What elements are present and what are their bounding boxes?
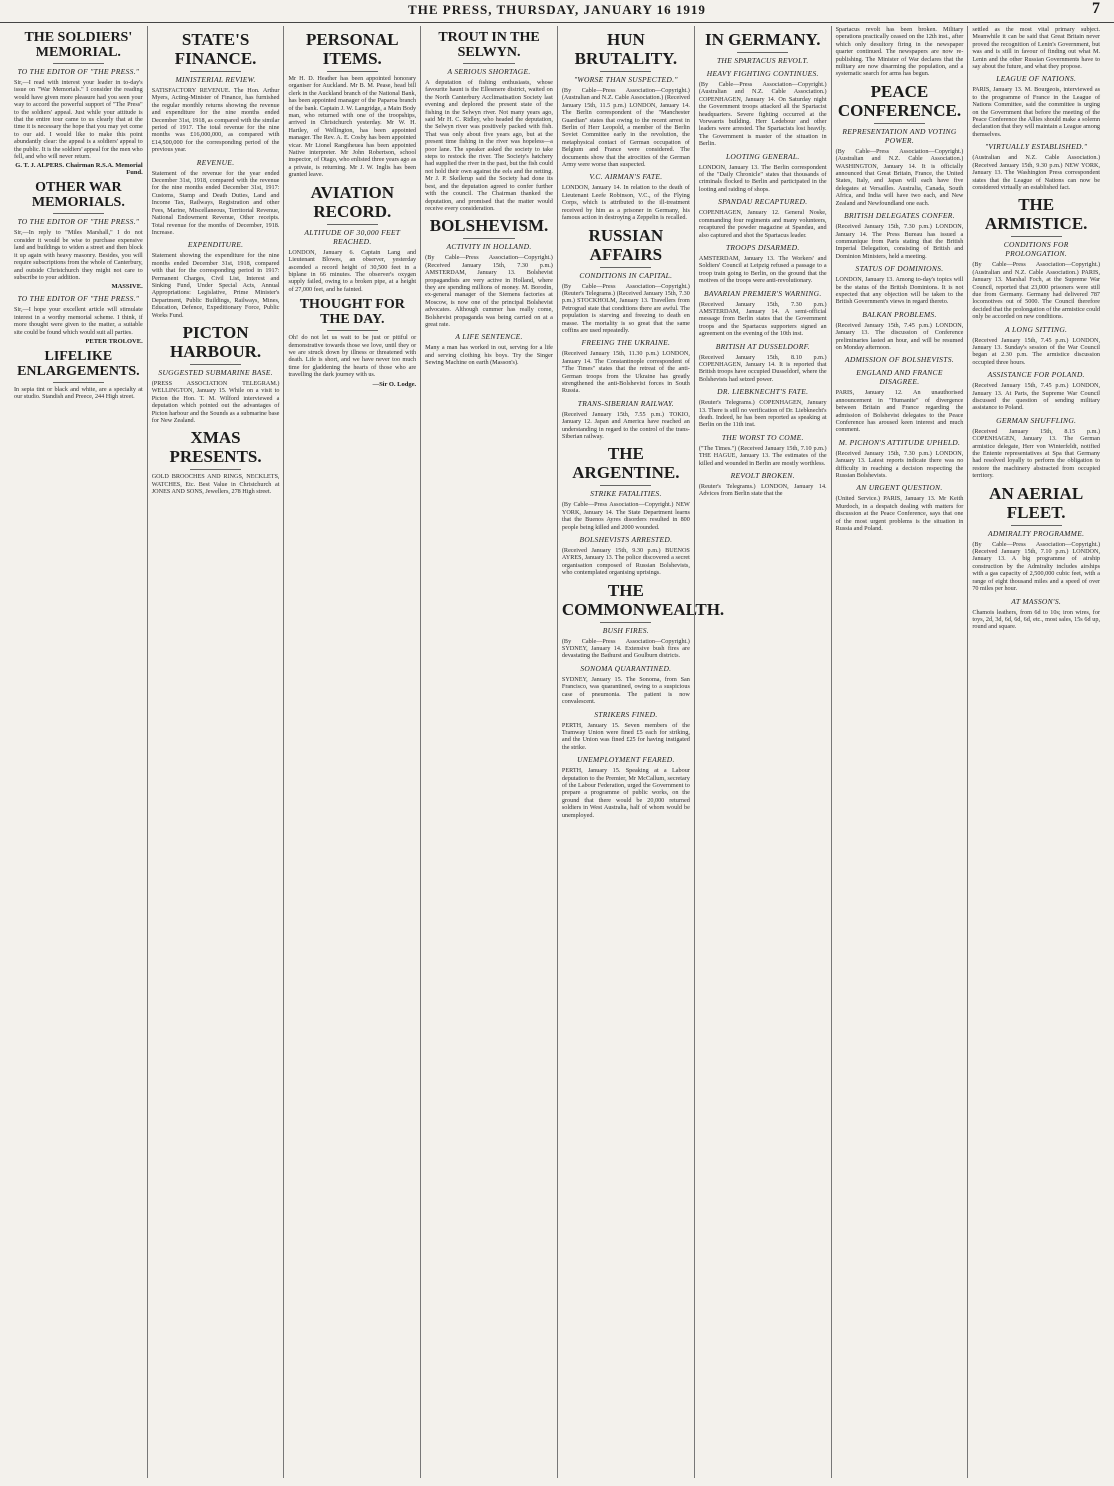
article xyxy=(836,483,964,532)
article xyxy=(152,158,280,237)
article-subheading: HEAVY FIGHTING CONTINUES. xyxy=(706,69,819,78)
column-4 xyxy=(420,26,557,1478)
article-body: LONDON, January 14. In relation to the death of Lieutenant Leefe Robinson, V.C., of the Flying Corps, which is attributed to the ill-treatment received by him as a prisoner in Germany, his famous action in destroying a Zeppelin is recalled. xyxy=(561,184,690,222)
article-body: (Received January 15th, 7.45 p.m.) LONDON, January 13. At Paris, the Supreme War Council discussed the question of sending military assistance to Poland. xyxy=(972,382,1101,412)
headline-rule xyxy=(53,63,104,64)
article-headline: BOLSHEVISM. xyxy=(429,216,549,236)
article xyxy=(972,74,1100,138)
article-headline: PERSONAL ITEMS. xyxy=(306,30,399,68)
article-subheading: AT MASSON'S. xyxy=(1011,596,1062,606)
article-headline: OTHER WAR MEMORIALS. xyxy=(31,180,125,211)
article xyxy=(972,597,1100,631)
article-subheading: BRITISH AT DUSSELDORF. xyxy=(715,341,810,351)
article-body: (By Cable—Press Association—Copyright.) (Australian and N.Z. Cable Association.) WASHINGTON, January 14. It is officially announced that Great Britain, France, the United States, Italy, and Japan will each have five delegates at Versailles. Australia, Canada, South Africa, and India will have two each, and New Zealand and Newfoundland one each. xyxy=(835,147,964,207)
article-body: (Received January 15th, 9.30 p.m.) BUENOS AYRES, January 13. The police discovered a secret organisation composed of Russian Bolshevists, who contemplated organising uprisings. xyxy=(561,547,690,577)
article-body: GOLD BROOCHES AND RINGS, NECKLETS, WATCHES, Etc. Best Value in Christchurch at JONES AND SONS, Jewellers, 278 High street. xyxy=(151,473,280,496)
article-body: (Received January 15th, 7.30 p.m.) LONDON, January 13. Latest reports indicate there was no difficulty in reaching a decision respecting the Russian Bolshevists. xyxy=(835,449,964,480)
article xyxy=(152,428,280,495)
article-subheading: LOOTING GENERAL. xyxy=(725,151,800,161)
article-body: PARIS, January 13. M. Bourgeois, interviewed as to the programme of France in the League of Nations Committee, said the committee is urging on the Government that before the meeting of the Peace Conference the Allies should make a solemn declaration that they will maintain a League among themselves. xyxy=(972,86,1101,138)
article xyxy=(972,416,1100,480)
column-8 xyxy=(967,26,1104,1478)
article-body: (Reuter's Telegrams.) LONDON, January 14. Advices from Berlin state that the xyxy=(698,483,827,498)
article-subheading: REVENUE. xyxy=(196,157,235,167)
article-body: SYDNEY, January 15. The Sonoma, from San Francisco, was quarantined, owing to a suspicious case of pneumonia. The patient is now convalescent. xyxy=(561,675,690,706)
article-subheading: ALTITUDE OF 30,000 FEET REACHED. xyxy=(304,227,401,246)
headline-rule xyxy=(600,622,651,623)
article-subheading: STRIKERS FINED. xyxy=(594,709,658,719)
article-body: Statement of the revenue for the year ended December 31st, 1918, compared with the revenue for the nine months ended December 31st, 1917: Customs, Stamp and Death Duties, Land and Income Tax, Railways, Registration and other Fees, Marine, Miscellaneous, Territorial Revenue, National Endowment Revenue, Other receipts. Total revenue for the months of December, 1918. Increase. xyxy=(151,169,280,236)
article-body: (Received January 15th, 11.30 p.m.) LONDON, January 14. The Constantinople correspondent of "The Times" states that the retreat of the anti-German troops from the Ukraine has greatly strengthened the anti-Bolshevist forces in South Russia. xyxy=(561,350,690,395)
article-body: PERTH, January 15. Seven members of the Tramway Union were fined £5 each for striking, and the Union was fined £25 for having instigated the strike. xyxy=(561,721,690,751)
article-signature: G. T. J. ALPERS. Chairman R.S.A. Memorial Fund. xyxy=(15,162,143,177)
article-body: (Received January 15th, 8.10 p.m.) COPENHAGEN, January 14. It is reported that British troops have occupied Dusseldorf, where the Bolshevists had seized power. xyxy=(698,353,827,383)
article xyxy=(972,195,1100,320)
article xyxy=(152,30,280,154)
article-body: PERTH, January 15. Speaking at a Labour deputation to the Premier, Mr McCallum, secretary of the Labour Federation, urged the Government to prepare a programme of public works, on the ground that there would be 20,000 returned soldiers in West Australia, half of whom would be unemployed. xyxy=(561,767,690,819)
article-body: (Received January 15th, 7.45 p.m.) LONDON, January 13. Sunday's session of the War Council began at 2.30 p.m. The armistice discussion occupied three hours. xyxy=(972,336,1101,366)
headline-rule xyxy=(53,382,104,383)
article-body: (Received January 15th, 7.30 p.m.) AMSTERDAM, January 14. A semi-official message from Berlin states that the Government troops and the Spartacus supporters signed an agreement on the evening of the 10th inst. xyxy=(698,300,827,338)
article xyxy=(288,297,416,387)
column-6 xyxy=(694,26,831,1478)
article-headline: THE SOLDIERS' MEMORIAL. xyxy=(24,30,133,60)
article-subheading: A LIFE SENTENCE. xyxy=(455,332,523,342)
article-subheading: UNEMPLOYMENT FEARED. xyxy=(577,755,675,765)
headline-rule xyxy=(190,469,241,470)
article xyxy=(288,183,416,293)
headline-rule xyxy=(327,71,378,72)
article-subheading: BOLSHEVISTS ARRESTED. xyxy=(579,535,673,545)
article-subheading: SONOMA QUARANTINED. xyxy=(580,663,672,673)
article-subheading: SPANDAU RECAPTURED. xyxy=(718,197,808,207)
article-body: (Received January 15th, 7.45 p.m.) LONDON, January 13. The discussion of Conference preliminaries lasted an hour, and will be resumed on Monday afternoon. xyxy=(835,321,964,351)
headline-rule xyxy=(1011,525,1062,526)
headline-rule xyxy=(600,71,651,72)
article-subheading: BALKAN PROBLEMS. xyxy=(862,309,937,319)
headline-rule xyxy=(53,213,104,214)
article-headline: RUSSIAN AFFAIRS xyxy=(588,225,664,264)
article-headline: HUN BRUTALITY. xyxy=(574,30,678,68)
article-subheading: A LONG SITTING. xyxy=(1005,324,1068,334)
article-body: (By Cable—Press Association—Copyright.) (Australian and N.Z. Cable Association.) PARIS, January 13. Marshal Foch, at the Supreme War Council, reported that 23,000 prisoners were still due from Germany. Germany had delivered 787 locomotives out of 5000. The Council therefore decided that the prolongation of the armistice could only be accorded on new conditions. xyxy=(972,261,1101,321)
article-body: (By Cable—Press Association—Copyright.) SYDNEY, January 14. Extensive bush fires are devastating the Bathurst and Goulburn districts. xyxy=(561,637,690,660)
article-body: Oh! do not let us wait to be just or pitiful or demonstrative towards those we love, until they or we are struck down by illness or threatened with death. Life is short, and we have never too much time for gladdening the hearts of those who are travelling the dark journey with us. xyxy=(288,334,417,379)
article-body: Sir,—I hope your excellent article will stimulate interest in a worthy memorial scheme. I think, if more thought were given to the matter, a suitable site could be found which would suit all parties. xyxy=(14,306,143,336)
column-1 xyxy=(10,26,147,1478)
article-subheading: "WORSE THAN SUSPECTED." xyxy=(573,75,678,84)
article-body: Spartacus revolt has been broken. Military operations practically ceased on the 12th inst., after which only desultory firing in the newspaper quarter continued. The newspapers are now re-publishing. The Minister of War declares that the military are now disarming the population, and a systematic search for arms has begun. xyxy=(835,26,964,78)
article xyxy=(14,30,143,176)
article xyxy=(836,355,964,364)
article-body: A deputation of fishing enthusiasts, whose favourite haunt is the Ellesmere district, waited on the North Canterbury Acclimatisation Society last evening and deplored the present state of the fishing in the Selwyn river. Not many years ago, said Mr H. C. Ridley, who headed the deputation, the Selwyn river was positively packed with fish. That was only about five years ago, but at the present time fishing in the river was hopeless—a poor lane. The speaker asked the society to take steps to restock the river. The Society's hatchery had supplied the river in the past, but the fish could not hold their own against the eels and the netting. Mr J. P. Skellerup said the Society had done its best, and the deputation agreed to confer further with the council. The Chairman thanked the deputation, and promised that the matter would receive every consideration. xyxy=(425,79,553,212)
article-subheading: ASSISTANCE FOR POLAND. xyxy=(987,370,1085,380)
article-body: SATISFACTORY REVENUE. The Hon. Arthur Myers, Acting-Minister of Finance, has furnished the regular monthly returns showing the revenue and expenditure for the nine months ended December 31st, 1918, as compared with the similar period of 1917. The total revenue for the nine months was £16,000,000, as compared with £14,500,000 for the corresponding period of the previous year. xyxy=(151,87,280,154)
article-headline: AVIATION RECORD. xyxy=(310,182,395,221)
article-body: LONDON, January 13. The Berlin correspondent of the "Daily Chronicle" states that thousands of criminals flocked to Berlin and participated in the looting and raiding of shops. xyxy=(698,163,827,193)
article-subheading: "VIRTUALLY ESTABLISHED." xyxy=(984,142,1088,152)
article xyxy=(288,30,416,179)
article-subheading: REVOLT BROKEN. xyxy=(730,471,795,481)
article xyxy=(699,289,827,338)
article xyxy=(562,710,690,752)
article-body: (United Service.) PARIS, January 13. Mr Keith Murdoch, in a despatch dealing with matters for discussion at the Peace Conference, says that one of the most urgent problems is the situation in Russia and Poland. xyxy=(835,495,964,533)
article-subheading: V.C. AIRMAN'S FATE. xyxy=(589,172,663,182)
article-headline: XMAS PRESENTS. xyxy=(169,428,262,467)
article xyxy=(836,26,964,78)
headline-rule xyxy=(1011,236,1062,237)
article-body: (Received January 15th, 7.55 p.m.) TOKIO, January 12. Japan and America have reached an understanding in regard to the control of the trans-Siberian railway. xyxy=(561,410,690,440)
article xyxy=(562,755,690,819)
headline-rule xyxy=(463,63,514,64)
article-subheading: THE WORST TO COME. xyxy=(721,432,804,442)
article-body: (By Cable—Press Association—Copyright.) (Reuter's Telegrams.) (Received January 15th, 7.30 p.m.) STOCKHOLM, January 13. Travellers from Petrograd state that conditions there are awful. The population is starving and freezing to death en masse. The mortality is so great that the same coffins are used repeatedly. xyxy=(561,282,690,334)
headline-rule xyxy=(600,485,651,486)
article xyxy=(14,180,143,290)
article-body: COPENHAGEN, January 12. General Noske, commanding four regiments and many volunteers, recaptured the powder magazine at Spandau, and also captured and shot the Spartacus leader. xyxy=(698,209,827,239)
article-body: (Received January 15th, 8.15 p.m.) COPENHAGEN, January 13. The German armistice delegate, Herr von Winterfeldt, notified the Entente representatives at Spa that Germany had resolved loyally to perform the obligation to restore the machinery abstracted from occupied territory. xyxy=(972,427,1101,480)
column-7 xyxy=(831,26,968,1478)
article-headline: PICTON HARBOUR. xyxy=(170,322,262,361)
article xyxy=(561,580,725,660)
article xyxy=(152,323,280,424)
article-subheading: TO THE EDITOR OF "THE PRESS." xyxy=(17,294,140,304)
article xyxy=(562,399,690,441)
newspaper-columns xyxy=(10,26,1104,1478)
newspaper-title: THE PRESS, THURSDAY, JANUARY 16 1919 xyxy=(408,2,706,17)
column-3 xyxy=(283,26,420,1478)
article-headline: THE COMMONWEALTH. xyxy=(561,580,725,619)
article-subheading: GERMAN SHUFFLING. xyxy=(996,415,1077,425)
article-body: In sepia tint or black and white, are a specialty at our studio. Standish and Preece, 244 High street. xyxy=(14,385,143,401)
headline-rule xyxy=(327,224,378,225)
article xyxy=(972,370,1100,412)
article-headline: THOUGHT FOR THE DAY. xyxy=(299,297,405,328)
article xyxy=(836,82,964,207)
article-body: LONDON, January 6. Captain Lang and Lieutenant Blowes, an observer, yesterday ascended a record height of 30,500 feet in a biplane in 66 minutes. The observer's oxygen supply failed, owing to a broken pipe, at a height of 27,000 feet, and he fainted. xyxy=(288,248,417,293)
article xyxy=(699,69,827,148)
article-body: settled as the most vital primary subject. Meanwhile it can be said that Great Britain never proved the recognition of Lenin's Government, but was and is still in favour of finding out what M. Lenin and the other Russian Governments have to say about the future, and what they propose. xyxy=(972,26,1101,71)
article-headline: TROUT IN THE SELWYN. xyxy=(438,30,540,60)
page-number: 7 xyxy=(1092,0,1100,17)
article-subheading: BUSH FIRES. xyxy=(602,625,649,635)
article xyxy=(972,26,1100,70)
article xyxy=(14,294,143,345)
article-subheading: REPRESENTATION AND VOTING POWER. xyxy=(842,126,957,145)
article xyxy=(152,240,280,319)
article-subheading: TO THE EDITOR OF "THE PRESS." xyxy=(17,67,140,76)
article-body: (By Cable—Press Association—Copyright.) NEW YORK, January 14. The State Department learns that the Buenos Ayres disorders resulted in 800 people being killed and 2000 wounded. xyxy=(561,501,690,531)
article-headline: THE ARMISTICE. xyxy=(984,195,1088,234)
article xyxy=(972,484,1100,593)
article-body: (By Cable—Press Association—Copyright.) (Received January 15th, 7.10 p.m.) LONDON, January 13. A big programme of airship construction by the Admiralty includes airships with a gas capacity of 2,500,000 cubic feet, with a range of eight thousand miles and a speed of over 70 miles per hour. xyxy=(972,540,1101,593)
article-subheading: A SERIOUS SHORTAGE. xyxy=(447,67,531,76)
article xyxy=(562,172,690,221)
article-subheading: CONDITIONS IN CAPITAL. xyxy=(579,270,673,280)
article xyxy=(562,30,690,168)
article xyxy=(562,444,690,531)
article-headline: STATE'S FINANCE. xyxy=(174,30,257,68)
article-subheading: DR. LIEBKNECHT'S FATE. xyxy=(717,387,809,397)
article-body: Sir,—I read with interest your leader in to-day's issue on "War Memorials." I consider the reading would have given more pleasure had you seen your way to accord the powerful support of "The Press" to the soldiers' appeal. Just while your attitude is that the entire tour came to us clearly that at the time it is necessary the hope that you may yet come to our aid. I would like to make this point abundantly clear: the appeal is a soldiers' appeal to the public. It is the soldiers' appeal for the men who fell, and who will never return. xyxy=(14,79,143,161)
article-headline: PEACE CONFERENCE. xyxy=(837,81,962,120)
article-subheading: TO THE EDITOR OF "THE PRESS." xyxy=(17,217,140,227)
article-body: (Reuter's Telegrams.) COPENHAGEN, January 13. There is still no verification of Dr. Liebknecht's death. Indeed, he has been reported as speaking at Berlin on the 11th inst. xyxy=(698,399,827,429)
article-body: AMSTERDAM, January 13. The Workers' and Soldiers' Council at Leipzig refused a passage to a troop train going to Berlin, on the ground that the motives of the troops were anti-revolutionary. xyxy=(698,254,827,285)
article xyxy=(425,30,553,212)
article-subheading: STATUS OF DOMINIONS. xyxy=(855,264,944,274)
article xyxy=(972,142,1100,191)
article-subheading: EXPENDITURE. xyxy=(187,240,244,250)
article-subheading: BRITISH DELEGATES CONFER. xyxy=(844,211,955,221)
article-body: Chamois leathers, from 6d to 10s; iron wires, for toys, 2d, 3d, 6d, 6d, 6d, etc., most sales, 15s 6d up, round and square. xyxy=(972,608,1101,631)
column-2 xyxy=(147,26,284,1478)
article xyxy=(562,338,690,394)
article xyxy=(425,332,553,366)
article-subheading: FREEING THE UKRAINE. xyxy=(581,338,671,348)
article xyxy=(836,438,964,480)
article-subheading: TROOPS DISARMED. xyxy=(725,242,800,252)
article xyxy=(836,368,964,433)
headline-rule xyxy=(600,267,651,268)
article-signature: MASSIVE. xyxy=(111,283,143,291)
headline-rule xyxy=(463,238,514,239)
article-body: Many a man has worked in out, serving for a life and serving clothing his boys. Try the Singer Sewing Machine on earth (Masson's). xyxy=(425,344,553,367)
masthead xyxy=(0,0,1114,23)
article-signature: PETER TROLOVE. xyxy=(85,337,143,345)
article-body: (Received January 15th, 7.30 p.m.) LONDON, January 14. The Press Bureau has issued a communique from Paris stating that the British Imperial Delegation, consisting of British and Dominion Ministers, held a meeting. xyxy=(835,223,964,260)
headline-rule xyxy=(190,71,241,72)
article xyxy=(699,197,827,239)
article-subheading: LEAGUE OF NATIONS. xyxy=(996,74,1077,84)
article xyxy=(562,535,690,577)
article xyxy=(972,325,1100,367)
article xyxy=(699,342,827,384)
article xyxy=(699,387,827,429)
article-subheading: THE SPARTACUS REVOLT. xyxy=(716,56,809,65)
article-headline: LIFELIKE ENLARGEMENTS. xyxy=(17,348,140,379)
article xyxy=(562,664,690,706)
article xyxy=(836,211,964,260)
column-5 xyxy=(557,26,725,1478)
article-subheading: ADMISSION OF BOLSHEVISTS. xyxy=(844,355,954,365)
article-subheading: ADMIRALTY PROGRAMME. xyxy=(988,528,1085,538)
article xyxy=(425,216,553,328)
article-subheading: TRANS-SIBERIAN RAILWAY. xyxy=(577,398,674,408)
article xyxy=(699,471,827,498)
headline-rule xyxy=(737,52,788,53)
article-subheading: MINISTERIAL REVIEW. xyxy=(175,75,256,84)
article-body: Mr H. D. Heather has been appointed honorary organiser for Auckland. Mr B. M. Pease, head bill clerk in the Auckland branch of the National Bank, has been appointed manager of the Paparoa branch of the bank. Captain J. W. Langridge, a Main Body man, who returned with one of the troopships, arrived in Christchurch yesterday. Mr W. H. Hartley, of Wellington, has been appointed manager. The Rev. A. E. Cosby has been appointed vicar. Mr Lionel Rangiheuea has been appointed Native interpreter. Mr John Robertson, school inspector, of Otago, who enlisted three years ago as a private, is returning. Mr J. W. Inglis has been granted leave. xyxy=(288,75,417,179)
article-subheading: SUGGESTED SUBMARINE BASE. xyxy=(158,367,273,377)
article-subheading: ENGLAND AND FRANCE DISAGREE. xyxy=(856,368,943,387)
article-body: ("The Times.") (Received January 15th, 7.10 p.m.) THE HAGUE, January 13. The estimates of the killed and wounded in Berlin are mostly worthless. xyxy=(698,444,827,467)
article-body: (By Cable—Press Association—Copyright.) (Australian and N.Z. Cable Association.) COPENHAGEN, January 14. On Saturday night the Government troops attacked all the Spartacist headquarters. Severe fighting occurred at the Vorwaerts building. Herr Ledebour and other leaders were arrested. The Spartacists lost heavily. The Government is master of the situation in Berlin. xyxy=(698,81,827,148)
headline-rule xyxy=(874,123,925,124)
article xyxy=(836,264,964,306)
article-subheading: M. PICHON'S ATTITUDE UPHELD. xyxy=(838,437,961,447)
headline-rule xyxy=(190,364,241,365)
article-signature: —Sir O. Lodge. xyxy=(372,380,417,388)
article xyxy=(699,243,827,285)
article-subheading: BAVARIAN PREMIER'S WARNING. xyxy=(703,288,822,298)
article-subheading: ACTIVITY IN HOLLAND. xyxy=(446,242,532,252)
article-headline: AN AERIAL FLEET. xyxy=(989,483,1084,522)
article-body: (By Cable—Press Association—Copyright.) (Received January 15th, 7.30 p.m.) AMSTERDAM, January 13. Bolshevist propagandists are very active in Holland, where they are spending millions of money. M. Borodin, ex-general manager of the Siemens factories at Moscow, is now one of the principal Bolshevist advocates. Although cummer has really come, Bolshevist propaganda was being carried on at a great rate. xyxy=(425,254,553,328)
article-body: PARIS, January 12. An unauthorised announcement in "Humanite" of divergence between Britain and France regarding the admission of Bolshevist delegates to the Peace Conference has aroused keen interest and much comment. xyxy=(835,389,964,434)
article xyxy=(836,310,964,352)
article xyxy=(562,226,690,335)
article-body: LONDON, January 13. Among to-day's topics will be the status of the British Dominions. It is not expected that any objection will be taken to the British Government's views in regard thereto. xyxy=(835,276,964,306)
article-body: (By Cable—Press Association—Copyright.) (Australian and N.Z. Cable Association.) (Received January 15th, 11.5 p.m.) LONDON, January 14. The Berlin correspondent of the "Manchester Guardian" states that owing to the recent arrest in Berlin of Herr Leopold, a member of the Berlin Soviet Committee early in the revolution, the metaphysical contact of German occupation of Belgium and France were considered. The documents show that the atrocities of the German Army were worse than suspected. xyxy=(561,87,690,169)
article xyxy=(699,433,827,467)
article-body: (Australian and N.Z. Cable Association.) (Received January 15th, 9.30 p.m.) NEW YORK, January 13. The Washington Press correspondent states that the League of Nations can now be considered virtually an established fact. xyxy=(972,154,1101,191)
article-subheading: CONDITIONS FOR PROLONGATION. xyxy=(1003,240,1069,259)
article xyxy=(699,152,827,194)
article-headline: IN GERMANY. xyxy=(704,30,821,49)
headline-rule xyxy=(327,330,378,331)
article-body: Sir,—In reply to "Miles Marshall," I do not consider it would be wise to purchase expensive land and buildings to widen a street and then block it up again with heavy masonry. Besides, you will require subscriptions from the whole of Canterbury, and outside Christchurch they might not care to subscribe to your addition. xyxy=(14,229,143,281)
article-headline: THE ARGENTINE. xyxy=(572,444,680,483)
article-body: Statement showing the expenditure for the nine months ended December 31st, 1918, compared with that for the corresponding period in 1917: Permanent Charges, Civil List, Interest and Sinking Fund, Under Special Acts, Annual Appropriations: Legislative, Prime Minister's Department, Public Buildings, Railways, Mines, Education, Defence, Expeditionary Force, Public Works Fund. xyxy=(151,252,280,319)
article xyxy=(699,30,827,65)
article-body: (PRESS ASSOCIATION TELEGRAM.) WELLINGTON, January 15. While on a visit to Picton the Hon. T. M. Wilford interviewed a deputation which pointed out the advantages of Picton harbour and the Sounds as a submarine base for New Zealand. xyxy=(151,379,280,424)
article xyxy=(14,349,143,401)
article-subheading: AN URGENT QUESTION. xyxy=(856,483,943,493)
article-subheading: STRIKE FATALITIES. xyxy=(590,489,662,499)
